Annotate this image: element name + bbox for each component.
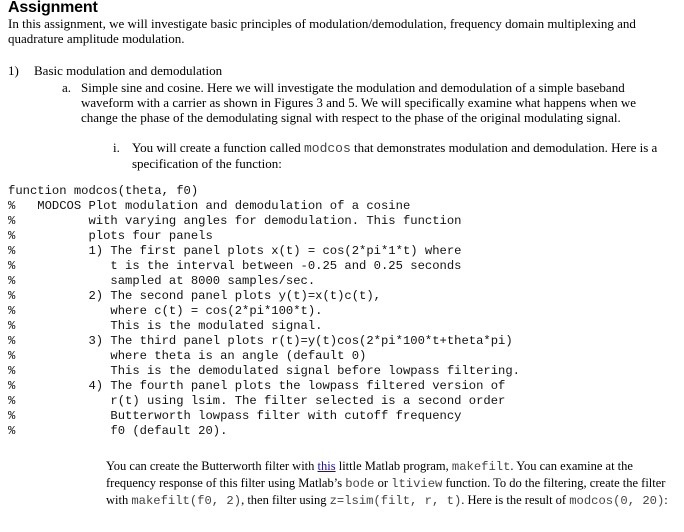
code-line: % 1) The first panel plots x(t) = cos(2*pi*1*t) where: [8, 244, 462, 258]
list-item-a: [62, 80, 662, 125]
code-line: % t is the interval between -0.25 and 0.25 seconds: [8, 259, 462, 273]
list-label-a: a.: [62, 80, 72, 95]
code-line: % 3) The third panel plots r(t)=y(t)cos(2*pi*100*t+theta*pi): [8, 334, 513, 348]
section-title: Basic modulation and demodulation: [34, 63, 223, 78]
inline-code-modcos-call: modcos(0, 20): [569, 494, 665, 508]
inline-code-lsim-call: z=lsim(filt, r, t): [329, 494, 462, 508]
code-block: [8, 184, 520, 439]
section-number: 1): [8, 63, 19, 78]
code-line: % 4) The fourth panel plots the lowpass filtered version of: [8, 379, 506, 393]
code-line: % where theta is an angle (default 0): [8, 349, 367, 363]
code-line: % This is the modulated signal.: [8, 319, 323, 333]
this-link[interactable]: this: [317, 459, 336, 473]
code-line: % sampled at 8000 samples/sec.: [8, 274, 316, 288]
list-text-i: [132, 140, 673, 171]
inline-code-makefilt-call: makefilt(f0, 2): [131, 494, 242, 508]
inline-code-ltiview: ltiview: [391, 477, 443, 491]
text-segment: that demonstrates modulation and demodulation. Here is a specification of the function:: [132, 140, 658, 171]
code-line: % f0 (default 20).: [8, 424, 228, 438]
inline-code-makefilt: makefilt: [451, 460, 511, 474]
text-segment: You will create a function called: [132, 140, 304, 155]
outro-paragraph: [106, 458, 672, 509]
list-item-i: [113, 140, 673, 171]
code-line: % Butterworth lowpass filter with cutoff frequency: [8, 409, 462, 423]
code-line: % 2) The second panel plots y(t)=x(t)c(t),: [8, 289, 381, 303]
assignment-heading: Assignment: [8, 0, 98, 16]
code-line: % MODCOS Plot modulation and demodulation of a cosine: [8, 199, 411, 213]
inline-code-bode: bode: [345, 477, 375, 491]
intro-paragraph: In this assignment, we will investigate basic principles of modulation/demodulation, frequency domain multiplexing and quadrature amplitude modulation.: [8, 16, 636, 46]
code-line: % This is the demodulated signal before lowpass filtering.: [8, 364, 520, 378]
text-segment: . Here is the result of: [461, 493, 570, 507]
text-segment: You can create the Butterworth filter with: [106, 459, 318, 473]
section-1-heading: [8, 63, 222, 78]
text-segment: function. To do the filtering, create the filter with: [106, 476, 666, 507]
text-segment: :: [664, 493, 668, 507]
code-line: % r(t) using lsim. The filter selected is a second order: [8, 394, 506, 408]
text-segment: . You can examine at the frequency response of this filter using Matlab’s: [106, 459, 633, 490]
text-segment: little Matlab program,: [335, 459, 452, 473]
code-line: % plots four panels: [8, 229, 213, 243]
list-label-i: i.: [113, 140, 120, 155]
text-segment: , then filter using: [241, 493, 330, 507]
text-segment: or: [374, 476, 392, 490]
code-line: % with varying angles for demodulation. This function: [8, 214, 462, 228]
code-line: % where c(t) = cos(2*pi*100*t).: [8, 304, 323, 318]
list-text-a: Simple sine and cosine. Here we will investigate the modulation and demodulation of a simple baseband waveform with a carrier as shown in Figures 3 and 5. We will specifically examine what happens when we change the phase of the demodulating signal with respect to the phase of the original modulating signal.: [81, 80, 637, 125]
code-line: function modcos(theta, f0): [8, 184, 199, 198]
inline-code-modcos: modcos: [303, 141, 351, 156]
